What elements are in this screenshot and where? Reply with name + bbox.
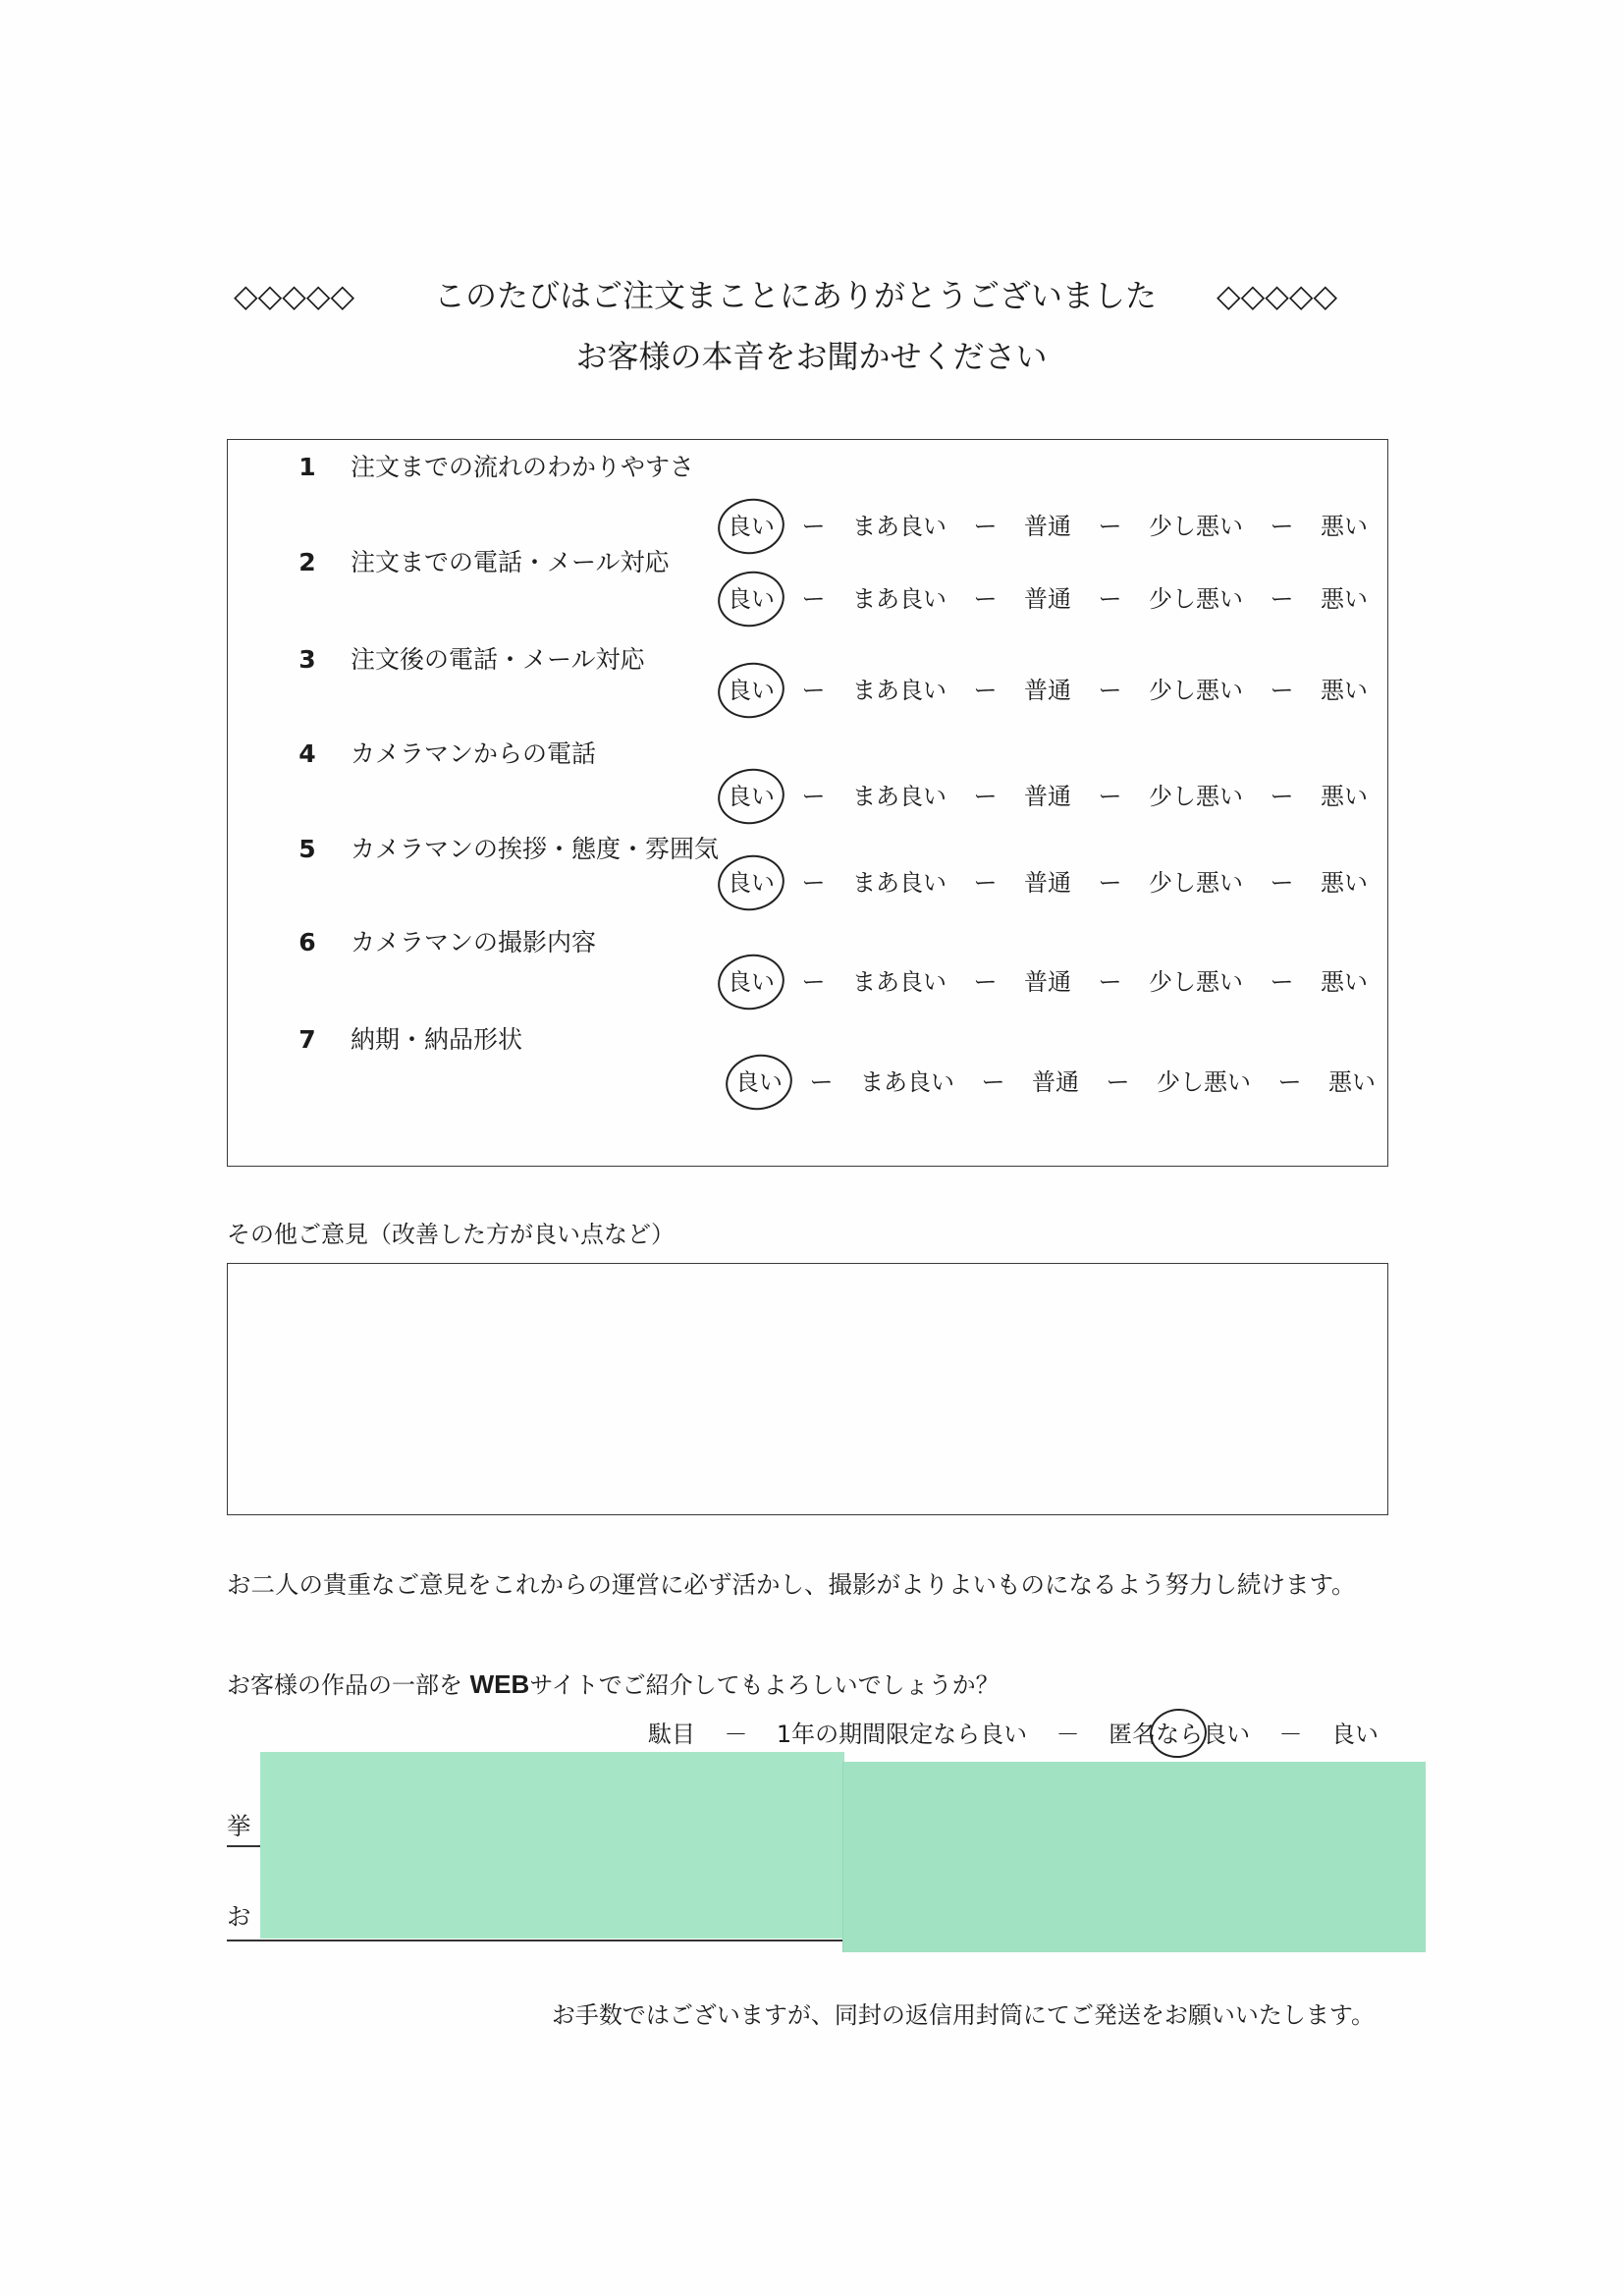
scale-separator: ー — [1270, 677, 1294, 704]
question-label: カメラマンの撮影内容 — [351, 928, 597, 957]
scale-separator: ー — [1098, 513, 1122, 540]
web-option-anonymous-only: 匿名なら 良い — [1109, 1720, 1250, 1749]
redacted-field-label: お — [227, 1902, 251, 1931]
page-subtitle: お客様の本音をお聞かせください — [575, 338, 1048, 375]
option-label: 良い — [728, 585, 775, 613]
option-label: 良い — [728, 677, 775, 704]
option-label: 普通 — [1024, 869, 1071, 897]
option-label: まあ良い — [852, 677, 947, 704]
circled-text — [1156, 1721, 1203, 1748]
option-label: 悪い — [1321, 783, 1368, 810]
rating-option-fairly-good — [860, 1067, 954, 1097]
scale-separator: ー — [1270, 968, 1294, 996]
scale-separator: ー — [1270, 585, 1294, 613]
web-question-prefix: お客様の作品の一部を — [227, 1671, 470, 1699]
option-label: 悪い — [1321, 968, 1368, 996]
option-label: まあ良い — [860, 1068, 954, 1096]
question-label: 注文までの流れのわかりやすさ — [351, 453, 695, 481]
option-label: 1年の期間限定なら良い — [776, 1721, 1028, 1748]
option-label: 少し悪い — [1149, 783, 1243, 810]
rating-option-somewhat-poor — [1149, 868, 1243, 898]
rating-option-poor — [1321, 782, 1368, 811]
rating-option-fairly-good — [852, 584, 947, 614]
closing-note: お二人の貴重なご意見をこれからの運営に必ず活かし、撮影がよりよいものになるよう努力し続けます。 — [227, 1570, 1356, 1599]
header-ornament-left: ◇◇◇◇◇ — [234, 277, 355, 314]
comments-box — [227, 1263, 1388, 1515]
rating-option-poor — [1321, 868, 1368, 898]
rating-option-somewhat-poor — [1149, 782, 1243, 811]
rating-option-somewhat-poor — [1149, 584, 1243, 614]
header-thanks: このたびはご注文まことにありがとうございました — [434, 277, 1158, 314]
redacted-field-label: 挙 — [227, 1812, 251, 1840]
question-number: 5 — [298, 835, 316, 863]
rating-scale — [728, 676, 1368, 705]
scale-separator: ー — [1270, 513, 1294, 540]
scale-separator: ー — [1098, 968, 1122, 996]
comments-label: その他ご意見（改善した方が良い点など） — [227, 1221, 675, 1248]
question-number: 7 — [298, 1025, 316, 1054]
question-number: 1 — [298, 453, 316, 481]
web-permission-question — [227, 1669, 1000, 1700]
option-label: 駄目 — [648, 1721, 695, 1748]
option-label: 普通 — [1024, 783, 1071, 810]
scale-separator: － — [724, 1721, 748, 1748]
option-label: 少し悪い — [1157, 1068, 1251, 1096]
scale-separator: ー — [809, 1068, 834, 1096]
option-label: 少し悪い — [1149, 677, 1243, 704]
question-number: 6 — [298, 928, 316, 957]
rating-option-average — [1024, 676, 1071, 705]
question-number: 3 — [298, 645, 316, 674]
rating-option-average — [1024, 868, 1071, 898]
circled-text-label: なら — [1156, 1721, 1204, 1748]
web-option-not-allowed — [648, 1720, 695, 1749]
option-label: 普通 — [1024, 968, 1071, 996]
scale-separator: ー — [1106, 1068, 1130, 1096]
web-question-suffix: サイトでご紹介してもよろしいでしょうか？ — [529, 1671, 1000, 1699]
option-label: 普通 — [1032, 1068, 1079, 1096]
scale-separator: ー — [1270, 783, 1294, 810]
rating-option-fairly-good — [852, 967, 947, 997]
option-label: まあ良い — [852, 968, 947, 996]
scale-separator: ー — [973, 968, 998, 996]
option-label: 良い — [1331, 1721, 1379, 1748]
scale-separator: ー — [801, 585, 826, 613]
option-label: 普通 — [1024, 677, 1071, 704]
rating-option-average — [1024, 782, 1071, 811]
option-label: まあ良い — [852, 585, 947, 613]
scale-separator: ー — [1098, 783, 1122, 810]
scale-separator: ー — [1098, 677, 1122, 704]
question-label: 注文までの電話・メール対応 — [351, 548, 670, 576]
scale-separator: ー — [1098, 585, 1122, 613]
rating-option-good — [735, 1067, 783, 1097]
rating-option-average — [1024, 512, 1071, 541]
rating-scale — [728, 584, 1368, 614]
scale-separator: ー — [1277, 1068, 1302, 1096]
option-label: 良い — [728, 968, 775, 996]
scale-separator: － — [1055, 1721, 1080, 1748]
question-number: 2 — [298, 548, 316, 576]
scale-separator: ー — [973, 869, 998, 897]
rating-option-somewhat-poor — [1149, 967, 1243, 997]
web-question-bold: WEB — [469, 1669, 530, 1699]
rating-option-good — [728, 868, 775, 898]
rating-option-poor — [1321, 967, 1368, 997]
question-number: 4 — [298, 739, 316, 768]
rating-option-good — [728, 967, 775, 997]
scale-separator: ー — [981, 1068, 1005, 1096]
option-label: 良い — [728, 783, 775, 810]
rating-option-somewhat-poor — [1157, 1067, 1251, 1097]
rating-option-poor — [1321, 584, 1368, 614]
option-label: まあ良い — [852, 869, 947, 897]
option-label: 悪い — [1321, 585, 1368, 613]
scale-separator: ー — [801, 513, 826, 540]
rating-option-fairly-good — [852, 512, 947, 541]
option-label: 悪い — [1321, 869, 1368, 897]
option-label: 少し悪い — [1149, 513, 1243, 540]
option-label: 良い — [735, 1068, 783, 1096]
question-label: カメラマンの挨拶・態度・雰囲気 — [351, 835, 720, 863]
rating-option-fairly-good — [852, 782, 947, 811]
rating-option-good — [728, 512, 775, 541]
web-option-allowed — [1331, 1720, 1379, 1749]
scale-separator: ー — [973, 783, 998, 810]
rating-scale — [728, 782, 1368, 811]
rating-option-fairly-good — [852, 868, 947, 898]
rating-option-poor — [1321, 676, 1368, 705]
redaction-tape-left — [260, 1752, 844, 1939]
scale-separator: ー — [973, 513, 998, 540]
web-option-one-year-limited — [777, 1720, 1027, 1749]
option-label: 悪い — [1328, 1068, 1376, 1096]
footer-note: お手数ではございますが、同封の返信用封筒にてご発送をお願いいたします。 — [551, 2001, 1375, 2029]
rating-scale — [728, 967, 1368, 997]
option-label: 悪い — [1321, 677, 1368, 704]
question-label: 注文後の電話・メール対応 — [351, 645, 645, 674]
rating-scale — [735, 1067, 1376, 1097]
rating-option-average — [1032, 1067, 1079, 1097]
rating-option-somewhat-poor — [1149, 676, 1243, 705]
scale-separator: ー — [801, 677, 826, 704]
scale-separator: ー — [801, 783, 826, 810]
rating-option-fairly-good — [852, 676, 947, 705]
rating-scale — [728, 512, 1368, 541]
header-ornament-right: ◇◇◇◇◇ — [1217, 277, 1338, 314]
rating-option-average — [1024, 584, 1071, 614]
scale-separator: ー — [801, 968, 826, 996]
option-label: 良い — [728, 513, 775, 540]
rating-option-average — [1024, 967, 1071, 997]
scale-separator: ー — [1098, 869, 1122, 897]
option-label: 普通 — [1024, 585, 1071, 613]
redaction-tape-right — [842, 1762, 1426, 1952]
rating-option-good — [728, 676, 775, 705]
option-label: 普通 — [1024, 513, 1071, 540]
option-label: 少し悪い — [1149, 585, 1243, 613]
question-label: 納期・納品形状 — [351, 1025, 523, 1054]
scale-separator: ー — [1270, 869, 1294, 897]
option-label: 良い — [728, 869, 775, 897]
web-permission-scale — [648, 1720, 1379, 1749]
scale-separator: ー — [801, 869, 826, 897]
question-label: カメラマンからの電話 — [351, 739, 597, 768]
rating-option-poor — [1321, 512, 1368, 541]
option-label: まあ良い — [852, 513, 947, 540]
scale-separator: ー — [973, 585, 998, 613]
rating-option-good — [728, 782, 775, 811]
option-label: まあ良い — [852, 783, 947, 810]
option-label: 少し悪い — [1149, 869, 1243, 897]
rating-option-good — [728, 584, 775, 614]
scale-separator: － — [1278, 1721, 1303, 1748]
rating-option-somewhat-poor — [1149, 512, 1243, 541]
scale-separator: ー — [973, 677, 998, 704]
rating-option-poor — [1328, 1067, 1376, 1097]
option-label: 少し悪い — [1149, 968, 1243, 996]
option-label: 悪い — [1321, 513, 1368, 540]
rating-scale — [728, 868, 1368, 898]
